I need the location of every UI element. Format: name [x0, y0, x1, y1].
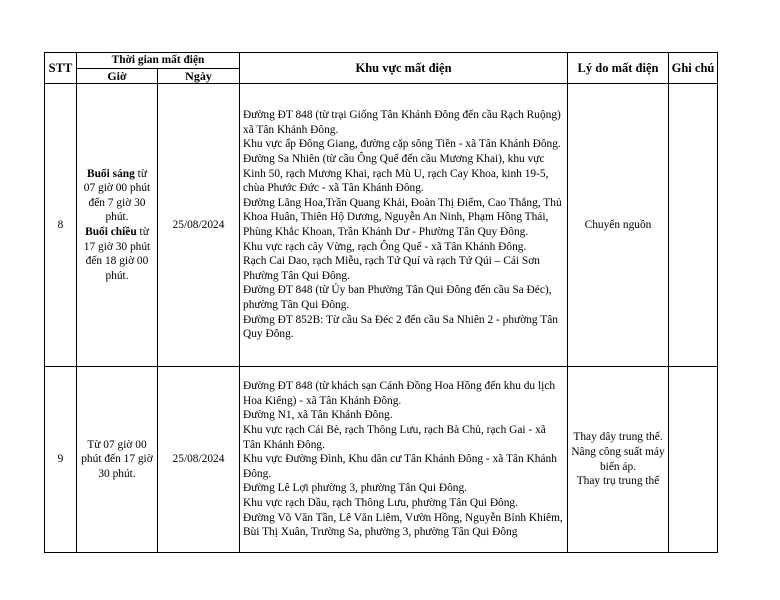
reason-line: Nâng công suất máy biến áp.	[571, 445, 665, 473]
area-line: Khu vực ấp Đông Giang, đường cặp sông Tiền - xã Tân Khánh Đông.	[243, 138, 561, 151]
row-date: 25/08/2024	[158, 84, 240, 367]
table-row	[45, 367, 718, 553]
afternoon-label: Buổi chiều	[85, 226, 137, 238]
area-line: Khu vực rạch Cái Bè, rạch Thông Lưu, rạch Bà Chủ, rạch Gai - xã Tân Khánh Đông.	[243, 424, 546, 451]
area-line: Đường Võ Văn Tần, Lê Văn Liêm, Vườn Hồng, Nguyễn Bỉnh Khiêm, Bùi Thị Xuân, Trường Sa, phường 3, phường Tân Qui Đông	[243, 511, 563, 539]
header-date: Ngày	[158, 69, 240, 84]
area-line: Rạch Cai Dao, rạch Miễu, rạch Tứ Quí và rạch Tứ Qúi – Cái Sơn Phường Tân Qui Đông.	[243, 255, 540, 282]
area-line: Khu vực Đường Đình, Khu dân cư Tân Khánh Đông - xã Tân Khánh Đông.	[243, 453, 557, 480]
area-line: Đường Sa Nhiên (từ cầu Ông Quế đến cầu Mương Khai), khu vực Kinh 50, rạch Mương Khai, rạch Mù U, rạch Cay Khoa, kinh 19-5, chùa Phước Đức - xã Tân Khánh Đông.	[243, 153, 549, 195]
row-stt: 9	[45, 367, 77, 553]
area-line: Đường Lãng Hoa,Trần Quang Khải, Đoàn Thị Điểm, Cao Thắng, Thủ Khoa Huân, Thiên Hộ Dương, Nguyễn An Ninh, Phạm Hồng Thái, Phùng Khắc Khoan, Trần Khánh Dư - Phường Tân Quy Đông.	[243, 196, 562, 238]
row-note	[669, 84, 718, 367]
afternoon-text: từ 17 giờ 30 phút đến 18 giờ 00 phút.	[83, 226, 151, 282]
header-stt: STT	[45, 53, 77, 84]
row-area	[240, 84, 568, 367]
row-area	[240, 367, 568, 553]
table-row	[45, 84, 718, 367]
header-area: Khu vực mất điện	[240, 53, 568, 84]
area-line: Đường N1, xã Tân Khánh Đông.	[243, 409, 393, 422]
row-reason	[568, 367, 669, 553]
area-line: Đường Lê Lợi phường 3, phường Tân Qui Đông.	[243, 482, 468, 495]
reason-line: Thay dây trung thế.	[573, 431, 663, 444]
outage-table	[44, 52, 718, 553]
row-date: 25/08/2024	[158, 367, 240, 553]
morning-label: Buổi sáng	[87, 167, 135, 180]
row-note	[669, 367, 718, 553]
area-line: Đường ĐT 848 (từ khách sạn Cánh Đồng Hoa Hồng đến khu du lịch Hoa Kiểng) - xã Tân Khánh Đông.	[243, 380, 556, 407]
row-time	[77, 84, 158, 367]
header-hour: Giờ	[77, 69, 158, 84]
row-reason: Chuyển nguồn	[568, 84, 669, 367]
header-note: Ghi chú	[669, 53, 718, 84]
row-time: Từ 07 giờ 00 phút đến 17 giờ 30 phút.	[77, 367, 158, 553]
row-stt: 8	[45, 84, 77, 367]
header-reason: Lý do mất điện	[568, 53, 669, 84]
area-line: Khu vực rạch cây Vừng, rạch Ông Quế - xã Tân Khánh Đông.	[243, 240, 527, 253]
area-line: Đường ĐT 852B: Từ cầu Sa Đéc 2 đến cầu Sa Nhiên 2 - phường Tân Quy Đông.	[243, 313, 558, 341]
area-line: Đường ĐT 848 (từ trại Giống Tân Khánh Đông đến cầu Rạch Ruộng) xã Tân Khánh Đông.	[243, 109, 561, 136]
reason-line: Thay trụ trung thế	[576, 475, 660, 488]
area-line: Đường ĐT 848 (từ Ủy ban Phường Tân Qui Đông đến cầu Sa Đéc), phường Tân Qui Đông.	[243, 284, 552, 311]
header-time-group: Thời gian mất điện	[77, 53, 240, 69]
area-line: Khu vực rạch Dầu, rạch Thông Lưu, phường Tân Qui Đông.	[243, 496, 518, 509]
morning-text: từ 07 giờ 00 phút đến 7 giờ 30 phút.	[83, 167, 151, 224]
